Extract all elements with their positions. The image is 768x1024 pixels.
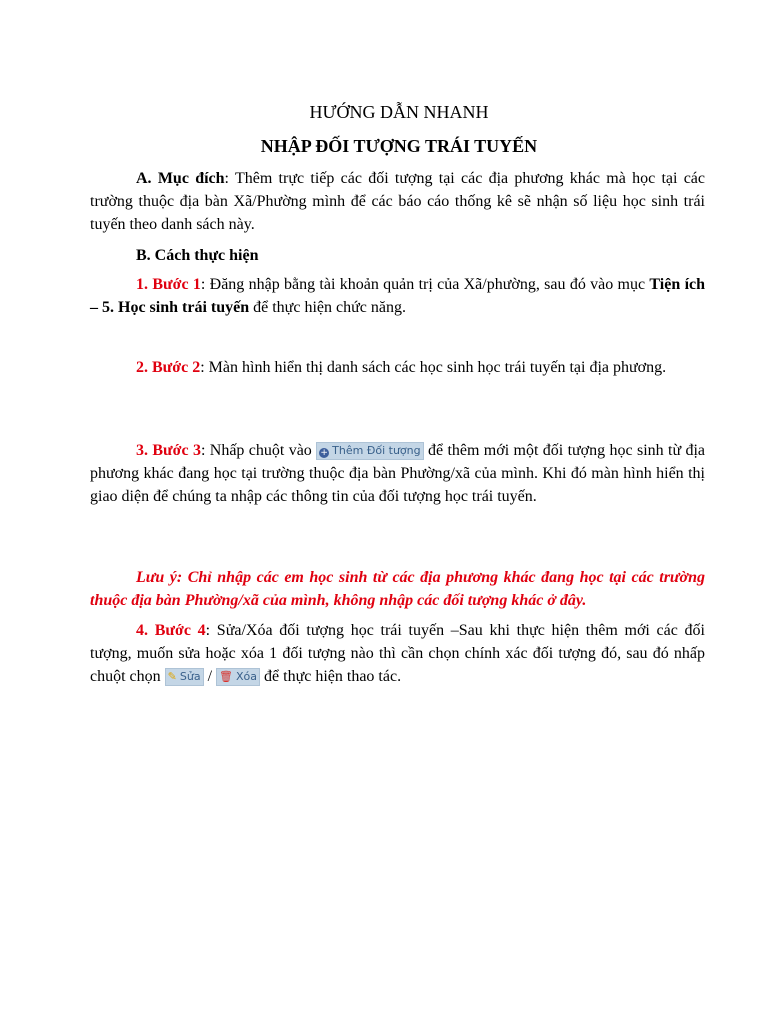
step4-text2: để thực hiện thao tác.	[260, 668, 402, 685]
step1-text2: để thực hiện chức năng.	[249, 299, 406, 316]
step4-paragraph	[90, 619, 705, 688]
step2-label: 2. Bước 2	[136, 359, 201, 376]
step4-text: : Sửa/Xóa đối tượng học trái tuyến –Sau khi thực hiện thêm mới các đối tượng, muốn sửa hoặc xóa 1 đối tượng nào thì cần chọn chính xác đối tượng đó, sau đó nhấp chuột chọn	[90, 622, 705, 685]
step3-label: 3. Bước 3	[136, 442, 201, 459]
add-circle-icon: +	[320, 448, 328, 458]
add-object-button-label: Thêm Đối tượng	[332, 444, 421, 457]
delete-button[interactable]	[216, 668, 260, 686]
step2-text: : Màn hình hiển thị danh sách các học sinh học trái tuyến tại địa phương.	[200, 359, 667, 376]
edit-button-label: Sửa	[179, 670, 201, 683]
pencil-icon: ✎	[167, 670, 177, 683]
document-subtitle: NHẬP ĐỐI TƯỢNG TRÁI TUYẾN	[260, 136, 538, 156]
section-b-heading: B. Cách thực hiện	[136, 247, 259, 264]
step3-paragraph	[90, 439, 705, 508]
step4-separator: /	[203, 668, 217, 685]
section-a-heading: A. Mục đích	[136, 170, 225, 187]
step1-label: 1. Bước 1	[136, 276, 201, 293]
delete-button-label: Xóa	[236, 670, 258, 683]
step1-menu-path: Tiện ích – 5. Học sinh trái tuyến	[90, 276, 706, 316]
note-paragraph: Lưu ý: Chỉ nhập các em học sinh từ các địa phương khác đang học tại các trường thuộc địa bàn Phường/xã của mình, không nhập các đối tượng khác ở đây.	[90, 569, 705, 609]
document-title: HƯỚNG DẪN NHANH	[309, 102, 489, 122]
step1-paragraph	[90, 273, 705, 319]
add-object-button[interactable]	[316, 442, 423, 460]
step3-text2: để thêm mới một đối tượng học sinh từ địa phương khác đang học tại trường thuộc địa bàn Phường/xã của mình. Khi đó màn hình hiển thị giao diện để chúng ta nhập các thông tin của đối tượng học trái tuyến.	[90, 442, 706, 505]
step4-label: 4. Bước 4	[136, 622, 206, 639]
edit-button[interactable]	[165, 668, 204, 686]
section-a-paragraph	[90, 167, 705, 236]
step3-text: : Nhấp chuột vào	[200, 442, 317, 459]
trash-icon: 🗑	[219, 670, 233, 683]
section-a-text: : Thêm trực tiếp các đối tượng tại các địa phương khác mà học tại các trường thuộc địa bàn Xã/Phường mình để các báo cáo thống kê sẽ nhận số liệu học sinh trái tuyến theo danh sách này.	[90, 170, 706, 233]
step1-text: : Đăng nhập bằng tài khoản quản trị của Xã/phường, sau đó vào mục	[200, 276, 650, 293]
step2-paragraph	[90, 356, 705, 379]
